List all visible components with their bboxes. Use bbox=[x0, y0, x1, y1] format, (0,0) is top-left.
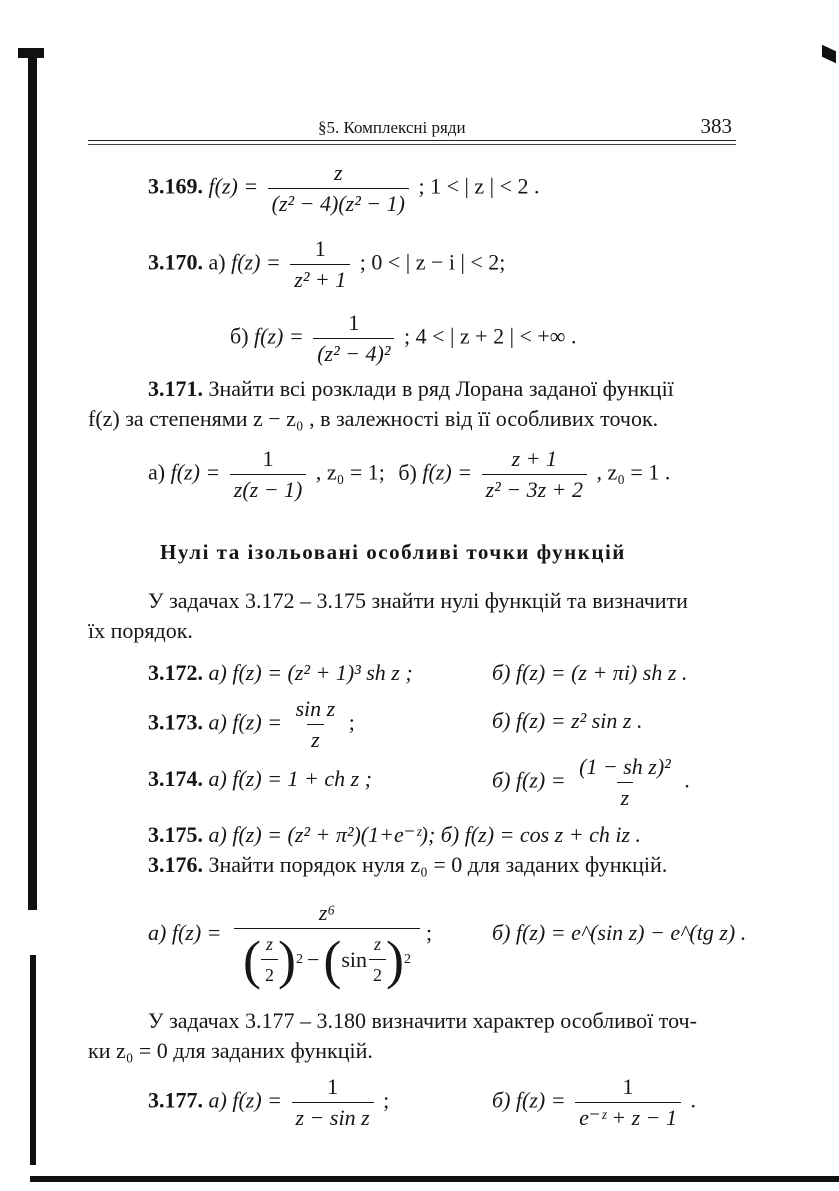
fraction bbox=[290, 236, 350, 293]
numerator: 1 bbox=[262, 446, 274, 471]
problem-3-171-formulas bbox=[148, 446, 670, 503]
scan-bottom-edge bbox=[30, 1176, 839, 1182]
intro-text: ки z₀ = 0 для заданих функцій. bbox=[88, 1038, 373, 1063]
domain: ; 1 < | z | < 2 . bbox=[418, 173, 540, 199]
denominator: z − sin z bbox=[292, 1102, 374, 1131]
function-name: а) f(z) = bbox=[208, 709, 282, 735]
problem-label: 3.175. bbox=[148, 822, 203, 847]
function-name: f(z) = bbox=[170, 459, 221, 485]
fraction bbox=[482, 446, 587, 503]
scan-left-bar-bottom bbox=[30, 955, 36, 1165]
intro-paragraph-2-line1 bbox=[148, 1008, 697, 1034]
problem-3-170-a bbox=[148, 236, 505, 293]
fraction-bar bbox=[234, 928, 420, 929]
function-name: f(z) = bbox=[231, 249, 281, 275]
denominator: z(z − 1) bbox=[230, 474, 307, 503]
minus-sign: − bbox=[306, 946, 320, 972]
denominator: e⁻ᶻ + z − 1 bbox=[575, 1102, 681, 1131]
part-b bbox=[492, 1074, 696, 1131]
problem-3-172 bbox=[148, 660, 748, 686]
intro-text: У задачах 3.177 – 3.180 визначити характер особливої точ- bbox=[148, 1008, 697, 1033]
domain: ; 0 < | z − i | < 2; bbox=[359, 249, 506, 275]
center-point: , z₀ = 1 . bbox=[596, 459, 671, 485]
problem-text: Знайти всі розклади в ряд Лорана заданої функції bbox=[208, 376, 674, 401]
numerator: 1 bbox=[348, 310, 360, 335]
denominator: z² − 3z + 2 bbox=[482, 474, 587, 503]
part-b: б) f(z) = (z + πi) sh z . bbox=[492, 660, 688, 685]
separator: ; bbox=[348, 709, 355, 735]
scan-left-bar-top-cap bbox=[18, 48, 44, 58]
part-b: б) f(z) = cos z + ch iz . bbox=[440, 822, 642, 847]
denominator: (z² − 4)² bbox=[313, 338, 394, 367]
problem-label: 3.176. bbox=[148, 852, 203, 877]
part-a: а) f(z) = 1 + ch z ; bbox=[208, 766, 372, 791]
part-label: а) bbox=[148, 459, 166, 485]
scan-left-bar-top bbox=[28, 50, 37, 910]
numerator: z bbox=[265, 934, 273, 954]
intro-text: У задачах 3.172 – 3.175 знайти нулі функцій та визначити bbox=[148, 588, 688, 613]
problem-text: f(z) за степенями z − z₀ , в залежності від її особливих точок. bbox=[88, 406, 659, 431]
part-label: а) bbox=[208, 249, 226, 275]
fraction bbox=[234, 900, 420, 988]
separator: . bbox=[684, 767, 690, 793]
sin-label: sin bbox=[341, 946, 368, 972]
right-paren-icon: ) bbox=[386, 929, 405, 990]
problem-label: 3.170. bbox=[148, 249, 203, 275]
problem-3-176-formulas bbox=[148, 900, 748, 990]
center-point: , z₀ = 1; bbox=[315, 459, 385, 485]
problem-3-173 bbox=[148, 696, 748, 753]
function-name: б) f(z) = bbox=[492, 767, 566, 793]
numerator: (1 − sh z)² bbox=[579, 754, 671, 779]
problem-3-177 bbox=[148, 1074, 748, 1131]
left-paren-icon: ( bbox=[323, 929, 342, 990]
problem-3-171-line1 bbox=[148, 376, 674, 402]
left-paren-icon: ( bbox=[242, 929, 261, 990]
header-rule bbox=[88, 140, 736, 141]
fraction bbox=[268, 160, 409, 217]
part-a: а) f(z) = (z² + π²)(1+e⁻ᶻ); bbox=[208, 822, 436, 847]
problem-label: 3.177. bbox=[148, 1087, 203, 1113]
separator: ; bbox=[426, 920, 433, 945]
problem-3-176 bbox=[148, 852, 667, 878]
intro-text: їх порядок. bbox=[88, 618, 193, 643]
intro-paragraph-2-line2 bbox=[88, 1038, 373, 1064]
denominator: 2 bbox=[369, 959, 386, 988]
fraction bbox=[292, 696, 340, 753]
denominator: (z² − 4)(z² − 1) bbox=[268, 188, 409, 217]
scan-corner-mark bbox=[822, 45, 836, 64]
numerator: sin z bbox=[295, 696, 336, 721]
section-heading: Нулі та ізольовані особливі точки функцій bbox=[160, 540, 626, 564]
part-label: б) bbox=[398, 459, 417, 485]
fraction bbox=[292, 1074, 374, 1131]
problem-label: 3.174. bbox=[148, 766, 203, 791]
denominator: z bbox=[617, 782, 634, 811]
denominator: ( $\frac{z}{2}$ ) 2 − ( sin $\frac{z}{2}$ ) 2 bbox=[242, 929, 412, 990]
numerator: 1 bbox=[622, 1074, 634, 1099]
function-name: f(z) = bbox=[422, 459, 473, 485]
denominator: 2 bbox=[261, 959, 278, 988]
part-label: б) bbox=[230, 323, 249, 349]
problem-label: 3.172. bbox=[148, 660, 203, 685]
intro-paragraph-1-line1 bbox=[148, 588, 688, 614]
domain: ; 4 < | z + 2 | < +∞ . bbox=[403, 323, 577, 349]
fraction bbox=[575, 754, 675, 811]
problem-text: Знайти порядок нуля z₀ = 0 для заданих функцій. bbox=[208, 852, 668, 877]
part-a: а) f(z) = (z² + 1)³ sh z ; bbox=[208, 660, 413, 685]
inner-fraction bbox=[369, 931, 386, 988]
numerator: z bbox=[334, 160, 343, 185]
denominator: z bbox=[307, 724, 324, 753]
problem-label: 3.173. bbox=[148, 709, 203, 735]
numerator: 1 bbox=[314, 236, 326, 261]
intro-paragraph-1-line2 bbox=[88, 618, 193, 644]
function-name: f(z) = bbox=[254, 323, 304, 349]
numerator: z bbox=[374, 934, 382, 954]
problem-3-175 bbox=[148, 822, 748, 848]
part-b bbox=[492, 754, 690, 811]
part-b: б) f(z) = e^(sin z) − e^(tg z) . bbox=[492, 920, 747, 945]
separator: . bbox=[690, 1087, 697, 1113]
inner-fraction bbox=[261, 931, 278, 988]
header-rule-double bbox=[88, 144, 736, 145]
problem-3-170-b bbox=[230, 310, 576, 367]
function-name: б) f(z) = bbox=[492, 1087, 566, 1113]
fraction bbox=[575, 1074, 681, 1131]
separator: ; bbox=[383, 1087, 390, 1113]
page-number: 383 bbox=[700, 114, 732, 138]
function-name: f(z) = bbox=[208, 173, 259, 199]
fraction bbox=[230, 446, 307, 503]
numerator: z⁶ bbox=[318, 900, 336, 925]
page-header bbox=[88, 112, 734, 142]
right-paren-icon: ) bbox=[277, 929, 296, 990]
numerator: z + 1 bbox=[511, 446, 557, 471]
problem-3-171-line2 bbox=[88, 406, 658, 432]
part-b: б) f(z) = z² sin z . bbox=[492, 708, 643, 733]
function-name: а) f(z) = bbox=[208, 1087, 282, 1113]
section-title: §5. Комплексні ряди bbox=[318, 118, 466, 137]
problem-3-174 bbox=[148, 754, 748, 810]
denominator: z² + 1 bbox=[290, 264, 350, 293]
problem-3-169 bbox=[148, 160, 539, 217]
function-name: а) f(z) = bbox=[148, 920, 222, 945]
numerator: 1 bbox=[327, 1074, 339, 1099]
fraction bbox=[313, 310, 394, 367]
problem-label: 3.169. bbox=[148, 173, 203, 199]
problem-label: 3.171. bbox=[148, 376, 203, 401]
